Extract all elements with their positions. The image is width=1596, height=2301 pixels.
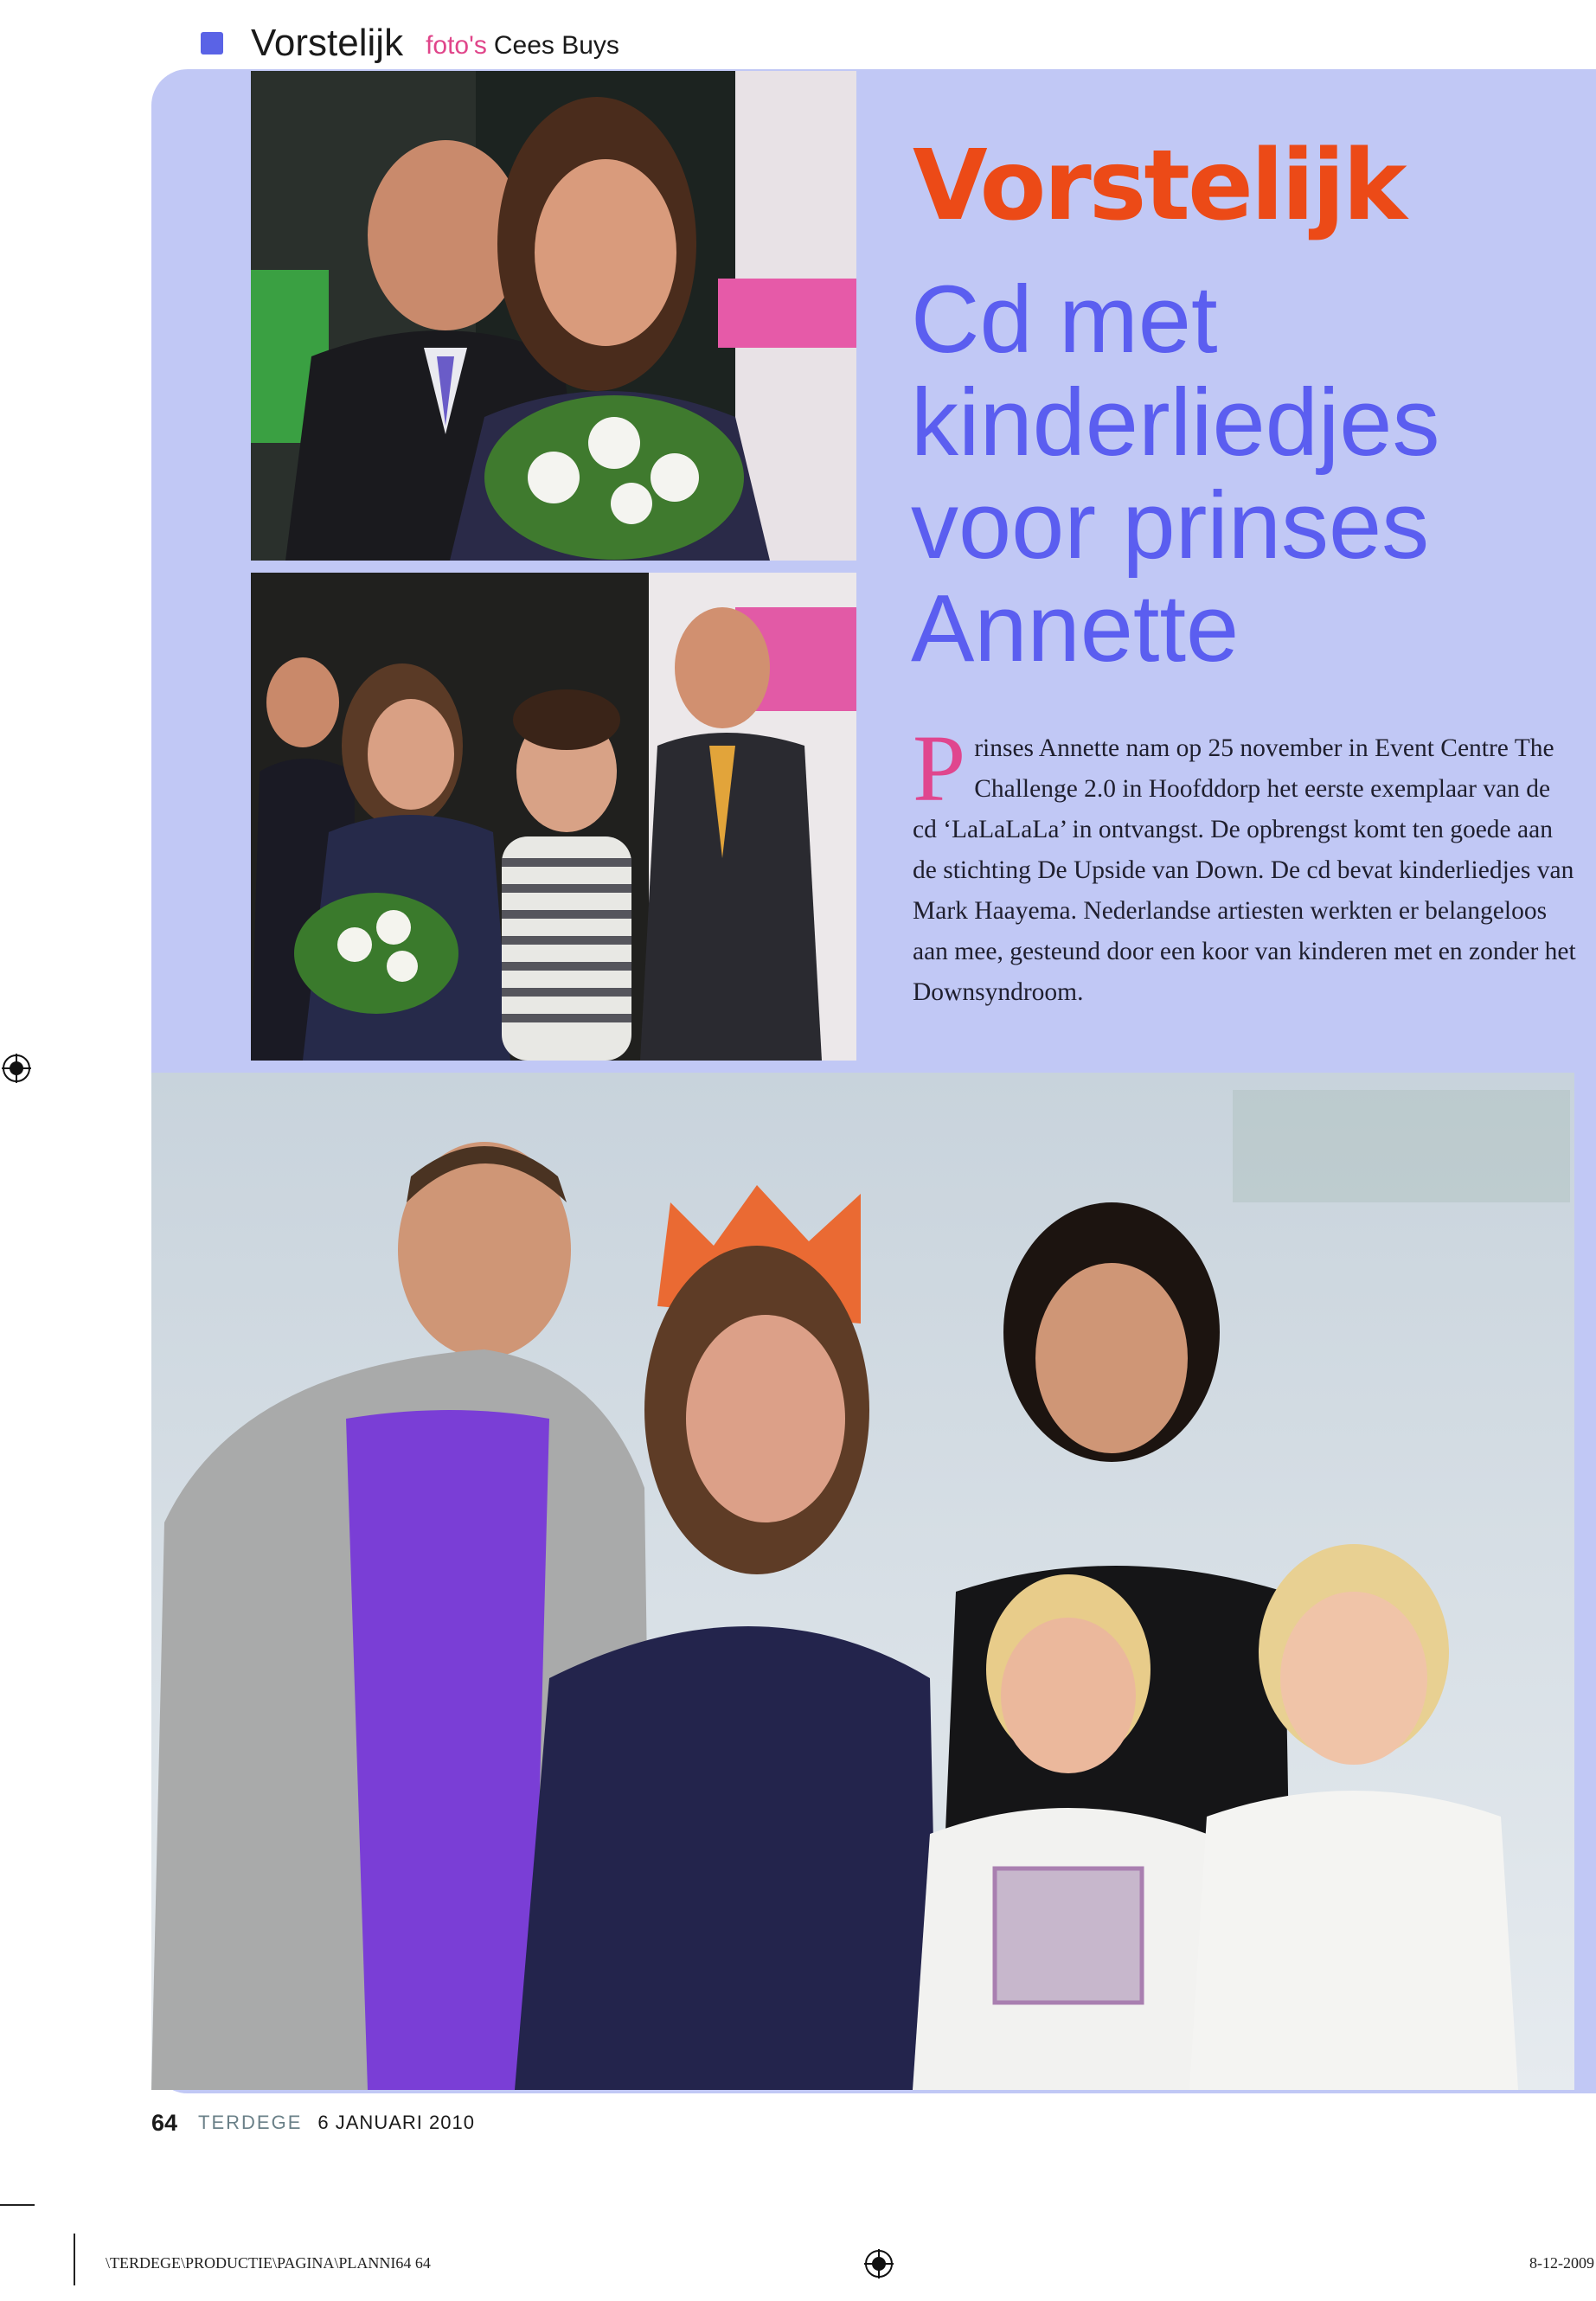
article-body-text: rinses Annette nam op 25 november in Event Centre The Challenge 2.0 in Hoofddorp het eerste exemplaar van de cd ‘LaLaLaLa’ in ontvangst. De opbrengst komt ten goede aan de stichting De Upside van Down. De cd bevat kinderliedjes van Mark Haayema. Nederlandse artiesten werkten er belangeloos aan mee, gesteund door een koor van kinderen met en zonder het Downsyndroom. — [913, 734, 1576, 1006]
section-square-icon — [201, 32, 223, 54]
running-header — [201, 19, 619, 67]
print-slug-date: 8-12-2009 — [1529, 2254, 1594, 2272]
crop-mark — [0, 2204, 35, 2206]
print-slug: \TERDEGE\PRODUCTIE\PAGINA\PLANNI64 64 — [106, 2254, 431, 2272]
page-number: 64 — [151, 2109, 178, 2136]
magazine-name: TERDEGE — [198, 2112, 303, 2133]
photo-group-striped-shirt — [251, 573, 856, 1061]
article-headline — [911, 268, 1534, 680]
photo-label: foto's — [426, 31, 487, 60]
headline-line: Cd met — [911, 266, 1218, 373]
crop-mark — [74, 2234, 75, 2285]
drop-cap: P — [913, 715, 966, 821]
registration-mark-icon — [864, 2249, 894, 2279]
headline-line: Annette — [911, 575, 1240, 682]
headline-line: voor prinses — [911, 472, 1430, 579]
registration-mark-icon — [2, 1054, 31, 1083]
photo-mayor-princess — [251, 71, 856, 561]
photo-group-crown — [151, 1073, 1574, 2090]
section-name: Vorstelijk — [251, 22, 404, 64]
photographer-credit: Cees Buys — [493, 31, 619, 60]
page-footer — [151, 2106, 475, 2140]
headline-line: kinderliedjes — [911, 369, 1440, 476]
article-kicker: Vorstelijk — [913, 130, 1405, 242]
article-body — [913, 715, 1579, 1013]
issue-date: 6 JANUARI 2010 — [317, 2112, 475, 2133]
